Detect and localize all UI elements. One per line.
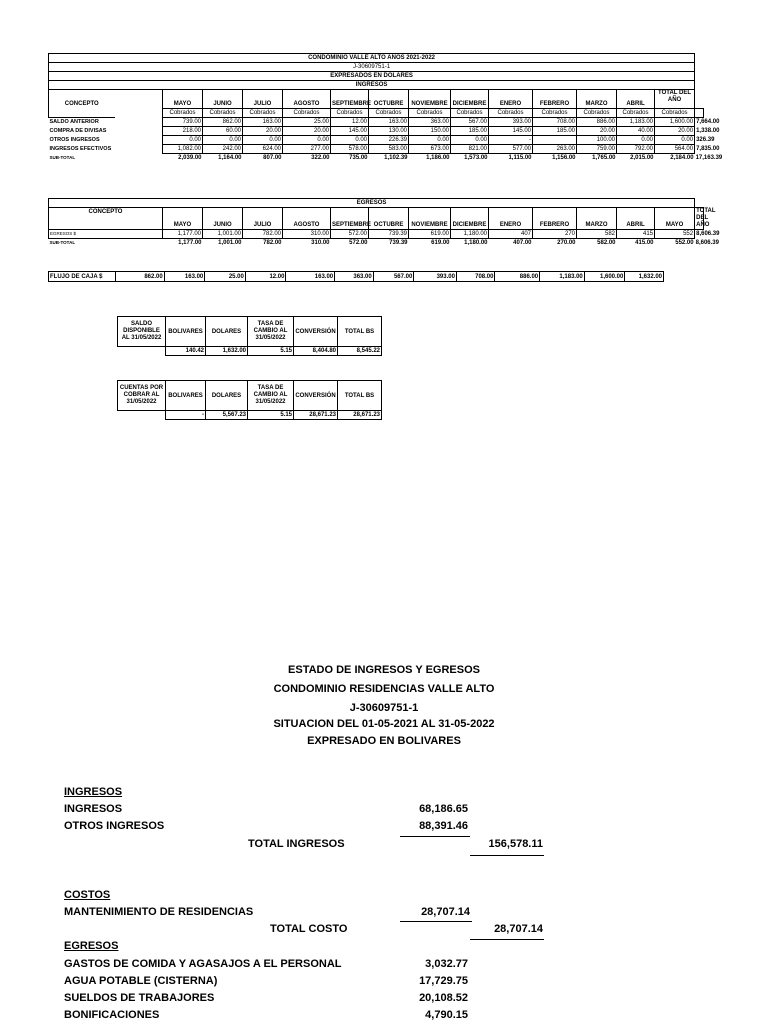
value-cell: 0.00 bbox=[617, 136, 655, 145]
egreso-item-value: 4,790.15 bbox=[425, 1009, 468, 1021]
value-cell: 577.00 bbox=[489, 145, 533, 154]
otros-ingresos-label: OTROS INGRESOS bbox=[64, 820, 165, 832]
value-cell: 1,600.00 bbox=[655, 118, 695, 127]
month-header: NOVIEMBRE bbox=[409, 208, 451, 230]
value-cell: 163.00 bbox=[243, 118, 283, 127]
subtotal-cell: 310.00 bbox=[311, 240, 330, 246]
subtotal-cell: 407.00 bbox=[513, 240, 532, 246]
cobrados-cell: Cobrados bbox=[283, 109, 331, 118]
cxc-value: - bbox=[166, 411, 206, 420]
value-cell: 619.00 bbox=[409, 230, 451, 239]
value-cell: 0.00 bbox=[331, 136, 369, 145]
row-label: INGRESOS EFECTIVOS bbox=[49, 146, 112, 152]
subtotal-total: 17,163.39 bbox=[695, 154, 723, 161]
table-row bbox=[49, 145, 704, 154]
egresos-heading: EGRESOS bbox=[64, 940, 119, 952]
cxc-header-4: TASA DE CAMBIO AL 31/05/2022 bbox=[248, 381, 294, 411]
cxc-header-2: BOLIVARES bbox=[166, 381, 206, 411]
value-cell: 145.00 bbox=[331, 127, 369, 136]
underline bbox=[400, 836, 470, 837]
subtotal-cell: 1,115.00 bbox=[508, 155, 532, 161]
saldo-value: 8,404.80 bbox=[294, 347, 338, 356]
row-total: 1,338.00 bbox=[696, 128, 720, 134]
month-header: MARZO bbox=[577, 208, 617, 230]
month-header: FEBRERO bbox=[533, 208, 577, 230]
table-row bbox=[49, 136, 704, 145]
empty-cell bbox=[695, 109, 704, 118]
flujo-value: 886.00 bbox=[495, 272, 540, 282]
value-cell: 163.00 bbox=[369, 118, 409, 127]
saldo-value: 5.15 bbox=[248, 347, 294, 356]
flujo-value: 163.00 bbox=[164, 272, 205, 282]
value-cell: 0.00 bbox=[203, 136, 243, 145]
value-cell: 185.00 bbox=[533, 127, 577, 136]
ingresos-rif: J-30609751-1 bbox=[49, 63, 695, 72]
spacer bbox=[115, 109, 163, 118]
month-header: JUNIO bbox=[203, 208, 243, 230]
flujo-value: 363.00 bbox=[335, 272, 374, 282]
flujo-value: 393.00 bbox=[414, 272, 457, 282]
subtotal-cell: 415.00 bbox=[635, 240, 654, 246]
subtotal-cell: 1,765.00 bbox=[592, 155, 616, 161]
costos-heading: COSTOS bbox=[64, 889, 111, 901]
month-header: SEPTIEMBRE bbox=[331, 208, 369, 230]
flujo-value: 1,183.00 bbox=[540, 272, 585, 282]
cxc-table bbox=[117, 380, 382, 420]
saldo-header-1: SALDO DISPONIBLE AL 31/05/2022 bbox=[118, 317, 166, 347]
egreso-item-label: AGUA POTABLE (CISTERNA) bbox=[64, 975, 218, 987]
value-cell: 1,177.00 bbox=[163, 230, 203, 239]
spacer bbox=[115, 127, 163, 136]
month-header: ENERO bbox=[489, 208, 533, 230]
flujo-table bbox=[48, 271, 664, 282]
ingresos-value: 68,186.65 bbox=[419, 803, 468, 815]
subtotal-cell: 1,177.00 bbox=[178, 240, 202, 246]
saldo-value: 8,545.22 bbox=[338, 347, 382, 356]
value-cell: 20.00 bbox=[283, 127, 331, 136]
underline bbox=[470, 939, 544, 940]
cobrados-cell: Cobrados bbox=[533, 109, 577, 118]
value-cell: 100.00 bbox=[577, 136, 617, 145]
total-year-header: TOTAL DEL AÑO bbox=[655, 90, 695, 109]
underline bbox=[400, 921, 472, 922]
month-header: MAYO bbox=[163, 90, 203, 109]
subtotal-cell: 1,573.00 bbox=[464, 155, 488, 161]
month-header: JULIO bbox=[243, 208, 283, 230]
value-cell: 0.00 bbox=[451, 136, 489, 145]
cobrados-cell: Cobrados bbox=[617, 109, 655, 118]
flujo-label: FLUJO DE CAJA $ bbox=[49, 272, 116, 282]
value-cell: 277.00 bbox=[283, 145, 331, 154]
cobrados-cell: Cobrados bbox=[409, 109, 451, 118]
subtotal-cell: 1,156.00 bbox=[552, 155, 576, 161]
flujo-value: 708.00 bbox=[456, 272, 495, 282]
underline bbox=[470, 855, 544, 856]
ingresos-table bbox=[48, 53, 723, 162]
value-cell: 1,183.00 bbox=[617, 118, 655, 127]
flujo-value: 862.00 bbox=[115, 272, 164, 282]
egreso-item-label: BONIFICACIONES bbox=[64, 1009, 160, 1021]
value-cell bbox=[533, 136, 577, 145]
value-cell: 782.00 bbox=[243, 230, 283, 239]
subtotal-cell: 270.00 bbox=[557, 240, 576, 246]
cobrados-cell: Cobrados bbox=[489, 109, 533, 118]
month-header: AGOSTO bbox=[283, 90, 331, 109]
table-row bbox=[49, 127, 704, 136]
total-ingresos-label: TOTAL INGRESOS bbox=[248, 838, 345, 850]
value-cell: 0.00 bbox=[655, 136, 695, 145]
row-total: 7,835.00 bbox=[696, 146, 720, 152]
cxc-value: 5.15 bbox=[248, 411, 294, 420]
saldo-header-5: CONVERSIÓN bbox=[294, 317, 338, 347]
value-cell: 0.00 bbox=[409, 136, 451, 145]
month-header: ABRIL bbox=[617, 208, 655, 230]
egreso-item-value: 20,108.52 bbox=[419, 992, 468, 1004]
value-cell: 739.39 bbox=[369, 230, 409, 239]
egresos-subtotal-label: SUB-TOTAL bbox=[49, 240, 76, 245]
month-header: JULIO bbox=[243, 90, 283, 109]
month-header: FEBRERO bbox=[533, 90, 577, 109]
statement-title-2: CONDOMINIO RESIDENCIAS VALLE ALTO bbox=[273, 683, 495, 695]
value-cell: 564.00 bbox=[655, 145, 695, 154]
egresos-section: EGRESOS bbox=[49, 199, 695, 208]
subtotal-cell: 572.00 bbox=[349, 240, 368, 246]
saldo-header-4: TASA DE CAMBIO AL 31/05/2022 bbox=[248, 317, 294, 347]
ingresos-label: INGRESOS bbox=[64, 803, 123, 815]
saldo-header-3: DOLARES bbox=[206, 317, 248, 347]
spacer bbox=[115, 90, 163, 109]
value-cell: 20.00 bbox=[243, 127, 283, 136]
value-cell: 242.00 bbox=[203, 145, 243, 154]
flujo-value: 1,632.00 bbox=[625, 272, 664, 282]
value-cell: - bbox=[489, 136, 533, 145]
value-cell: 0.00 bbox=[163, 136, 203, 145]
flujo-value: 567.00 bbox=[373, 272, 414, 282]
month-header: OCTUBRE bbox=[369, 90, 409, 109]
subtotal-cell: 1,186.00 bbox=[426, 155, 450, 161]
subtotal-cell: 782.00 bbox=[263, 240, 282, 246]
value-cell: 393.00 bbox=[489, 118, 533, 127]
spacer bbox=[115, 118, 163, 127]
subtotal-cell: 619.00 bbox=[431, 240, 450, 246]
cxc-value: 5,567.23 bbox=[206, 411, 248, 420]
value-cell: 40.00 bbox=[617, 127, 655, 136]
value-cell: 583.00 bbox=[369, 145, 409, 154]
subtotal-cell: 735.00 bbox=[349, 155, 368, 161]
ingresos-concepto-header: CONCEPTO bbox=[49, 90, 115, 118]
flujo-value: 163.00 bbox=[286, 272, 335, 282]
subtotal-cell: 2,039.00 bbox=[178, 155, 202, 161]
month-header: JUNIO bbox=[203, 90, 243, 109]
cxc-header-6: TOTAL BS bbox=[338, 381, 382, 411]
statement-title-3: J-30609751-1 bbox=[349, 702, 419, 714]
egreso-item-value: 17,729.75 bbox=[419, 975, 468, 987]
value-cell: 1,001.00 bbox=[203, 230, 243, 239]
row-total: 7,664.00 bbox=[696, 119, 720, 126]
flujo-value: 12.00 bbox=[245, 272, 286, 282]
spacer bbox=[118, 411, 166, 420]
value-cell: 310.00 bbox=[283, 230, 331, 239]
statement-title-5: EXPRESADO EN BOLIVARES bbox=[307, 735, 461, 747]
value-cell: 708.00 bbox=[533, 118, 577, 127]
egresos-table bbox=[48, 198, 720, 247]
egreso-item-label: SUELDOS DE TRABAJORES bbox=[64, 992, 215, 1004]
value-cell: 270 bbox=[533, 230, 577, 239]
subtotal-cell: 1,001.00 bbox=[218, 240, 242, 246]
subtotal-cell: 322.00 bbox=[311, 155, 330, 161]
spacer bbox=[115, 145, 163, 154]
month-header: NOVIEMBRE bbox=[409, 90, 451, 109]
subtotal-cell: 2,015.00 bbox=[630, 155, 654, 161]
value-cell: 25.00 bbox=[283, 118, 331, 127]
subtotal-cell: 739.39 bbox=[389, 240, 408, 246]
mantenimiento-value: 28,707.14 bbox=[421, 906, 470, 918]
value-cell: 572.00 bbox=[331, 230, 369, 239]
total-year-header: TOTAL DEL AÑO bbox=[696, 208, 716, 228]
cobrados-cell: Cobrados bbox=[243, 109, 283, 118]
table-row bbox=[49, 118, 704, 127]
value-cell: 263.00 bbox=[533, 145, 577, 154]
row-label: SALDO ANTERIOR bbox=[49, 119, 99, 126]
ingresos-heading: INGRESOS bbox=[64, 786, 123, 798]
value-cell: 415 bbox=[617, 230, 655, 239]
saldo-table bbox=[117, 316, 382, 356]
subtotal-cell: 552.00 bbox=[675, 240, 694, 246]
value-cell: 407 bbox=[489, 230, 533, 239]
subtotal-cell: 1,164.00 bbox=[218, 155, 242, 161]
cobrados-cell: Cobrados bbox=[451, 109, 489, 118]
month-header: MARZO bbox=[577, 90, 617, 109]
subtotal-total: 8,606.39 bbox=[695, 239, 719, 246]
saldo-header-2: BOLIVARES bbox=[166, 317, 206, 347]
value-cell: 60.00 bbox=[203, 127, 243, 136]
row-label: OTROS INGRESOS bbox=[49, 137, 100, 143]
value-cell: 185.00 bbox=[451, 127, 489, 136]
row-total: 326.39 bbox=[696, 137, 715, 143]
month-header: MAYO bbox=[655, 208, 695, 230]
flujo-value: 1,600.00 bbox=[584, 272, 625, 282]
value-cell: 578.00 bbox=[331, 145, 369, 154]
total-costo-value: 28,707.14 bbox=[494, 923, 543, 935]
saldo-value: 1,632.00 bbox=[206, 347, 248, 356]
subtotal-cell: 807.00 bbox=[263, 155, 282, 161]
value-cell: 363.00 bbox=[409, 118, 451, 127]
value-cell: 624.00 bbox=[243, 145, 283, 154]
flujo-value: 25.00 bbox=[205, 272, 246, 282]
month-header: AGOSTO bbox=[283, 208, 331, 230]
value-cell: 145.00 bbox=[489, 127, 533, 136]
cxc-header-3: DOLARES bbox=[206, 381, 248, 411]
egreso-item-value: 3,032.77 bbox=[425, 958, 468, 970]
saldo-value: 140.42 bbox=[166, 347, 206, 356]
value-cell: 20.00 bbox=[655, 127, 695, 136]
value-cell: 0.00 bbox=[243, 136, 283, 145]
value-cell: 739.00 bbox=[163, 118, 203, 127]
value-cell: 12.00 bbox=[331, 118, 369, 127]
value-cell: 1,082.00 bbox=[163, 145, 203, 154]
value-cell: 582 bbox=[577, 230, 617, 239]
value-cell: 821.00 bbox=[451, 145, 489, 154]
month-header: OCTUBRE bbox=[369, 208, 409, 230]
value-cell: 150.00 bbox=[409, 127, 451, 136]
value-cell: 862.00 bbox=[203, 118, 243, 127]
value-cell: 552 bbox=[655, 230, 695, 239]
statement-title-1: ESTADO DE INGRESOS Y EGRESOS bbox=[288, 664, 480, 676]
subtotal-row bbox=[49, 154, 704, 163]
cobrados-cell: Cobrados bbox=[655, 109, 695, 118]
egresos-concepto-header: CONCEPTO bbox=[49, 208, 163, 230]
cobrados-cell: Cobrados bbox=[577, 109, 617, 118]
month-header: DICIEMBRE bbox=[451, 208, 489, 230]
egresos-row-label: EGRESOS $ bbox=[49, 230, 163, 239]
value-cell: 673.00 bbox=[409, 145, 451, 154]
subtotal-cell: 2,184.00 bbox=[670, 155, 694, 161]
month-header: SEPTIEMBRE bbox=[331, 90, 369, 109]
cxc-header-5: CONVERSIÓN bbox=[294, 381, 338, 411]
value-cell: 218.00 bbox=[163, 127, 203, 136]
row-label: COMPRA DE DIVISAS bbox=[49, 128, 107, 134]
ingresos-section: INGRESOS bbox=[49, 81, 695, 90]
value-cell: 886.00 bbox=[577, 118, 617, 127]
subtotal-cell: 1,102.39 bbox=[384, 155, 408, 161]
otros-ingresos-value: 88,391.46 bbox=[419, 820, 468, 832]
month-header: ABRIL bbox=[617, 90, 655, 109]
mantenimiento-label: MANTENIMIENTO DE RESIDENCIAS bbox=[64, 906, 254, 918]
saldo-header-6: TOTAL BS bbox=[338, 317, 382, 347]
spacer bbox=[115, 136, 163, 145]
egreso-item-label: GASTOS DE COMIDA Y AGASAJOS A EL PERSONAL bbox=[64, 958, 342, 970]
total-costo-label: TOTAL COSTO bbox=[270, 923, 348, 935]
cobrados-cell: Cobrados bbox=[203, 109, 243, 118]
cxc-value: 28,671.23 bbox=[294, 411, 338, 420]
cobrados-cell: Cobrados bbox=[369, 109, 409, 118]
ingresos-title: CONDOMINIO VALLE ALTO AÑOS 2021-2022 bbox=[49, 54, 695, 63]
value-cell: 759.00 bbox=[577, 145, 617, 154]
total-ingresos-value: 156,578.11 bbox=[488, 838, 543, 850]
value-cell: 20.00 bbox=[577, 127, 617, 136]
ingresos-expresados: EXPRESADOS EN DOLARES bbox=[49, 72, 695, 81]
subtotal-cell: 582.00 bbox=[597, 240, 616, 246]
month-header: DICIEMBRE bbox=[451, 90, 489, 109]
value-cell: 567.00 bbox=[451, 118, 489, 127]
value-cell: 1,180.00 bbox=[451, 230, 489, 239]
value-cell: 0.00 bbox=[283, 136, 331, 145]
row-total: 8,606.39 bbox=[696, 231, 720, 238]
value-cell: 130.00 bbox=[369, 127, 409, 136]
statement-title-4: SITUACION DEL 01-05-2021 AL 31-05-2022 bbox=[273, 718, 495, 730]
value-cell: 792.00 bbox=[617, 145, 655, 154]
month-header: ENERO bbox=[489, 90, 533, 109]
subtotal-label: SUB-TOTAL bbox=[49, 154, 76, 160]
spacer bbox=[115, 154, 163, 163]
cxc-header-1: CUENTAS POR COBRAR AL 31/05/2022 bbox=[118, 381, 166, 411]
cobrados-cell: Cobrados bbox=[163, 109, 203, 118]
spacer bbox=[118, 347, 166, 356]
cxc-value: 28,671.23 bbox=[338, 411, 382, 420]
value-cell: 226.39 bbox=[369, 136, 409, 145]
cobrados-cell: Cobrados bbox=[331, 109, 369, 118]
subtotal-cell: 1,180.00 bbox=[464, 240, 488, 246]
month-header: MAYO bbox=[163, 208, 203, 230]
